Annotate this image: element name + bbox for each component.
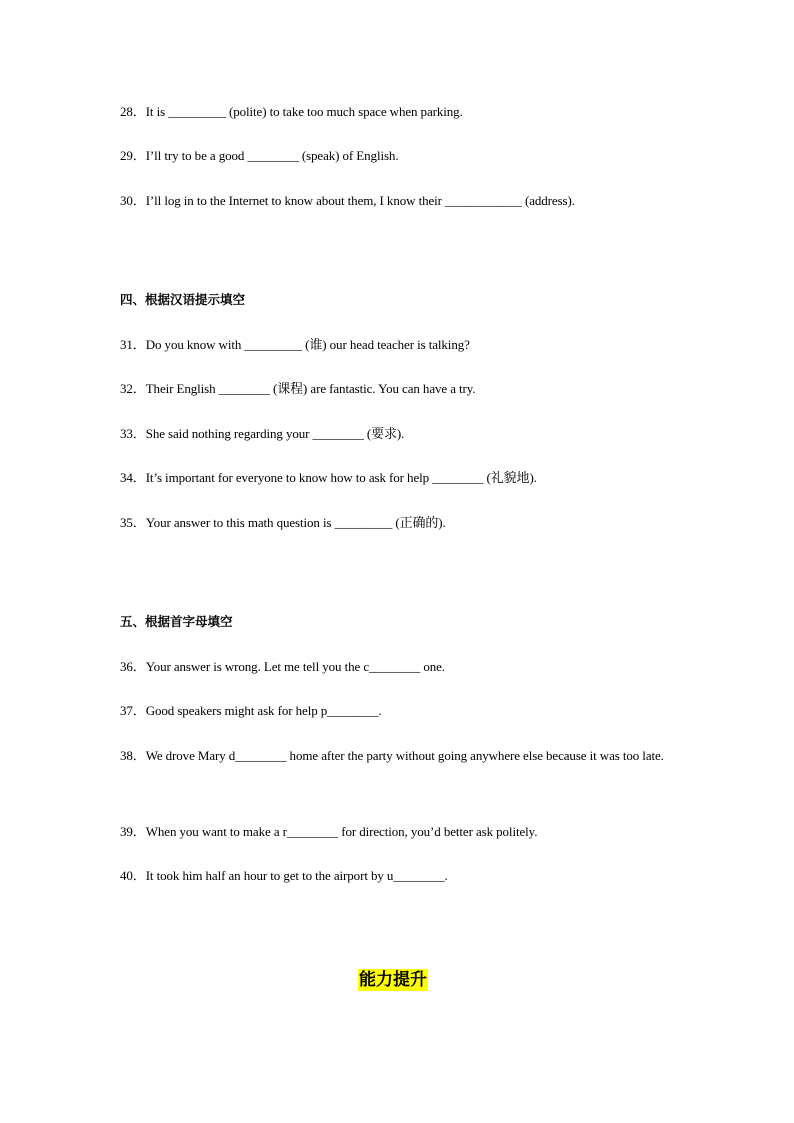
question-37: 37．Good speakers might ask for help p________. — [120, 703, 382, 718]
question-32: 32．Their English ________ (课程) are fantastic. You can have a try. — [120, 381, 476, 396]
ability-improvement-heading: 能力提升 — [359, 970, 427, 990]
question-35: 35．Your answer to this math question is _________ (正确的). — [120, 515, 446, 530]
question-33: 33．She said nothing regarding your ________ (要求). — [120, 426, 405, 441]
question-31: 31．Do you know with _________ (谁) our head teacher is talking? — [120, 337, 470, 352]
section-4-heading: 四、根据汉语提示填空 — [120, 292, 246, 307]
question-40: 40．It took him half an hour to get to the airport by u________. — [120, 868, 448, 883]
section-5-heading: 五、根据首字母填空 — [120, 614, 233, 629]
question-29: 29．I’ll try to be a good ________ (speak) of English. — [120, 148, 399, 163]
question-28: 28．It is _________ (polite) to take too much space when parking. — [120, 104, 463, 119]
question-39: 39．When you want to make a r________ for direction, you’d better ask politely. — [120, 824, 538, 839]
question-34: 34．It’s important for everyone to know how to ask for help ________ (礼貌地). — [120, 470, 537, 485]
question-30: 30．I’ll log in to the Internet to know about them, I know their ____________ (address). — [120, 193, 575, 208]
question-36: 36．Your answer is wrong. Let me tell you the c________ one. — [120, 659, 445, 674]
question-38: 38．We drove Mary d________ home after the party without going anywhere else because it was too late. — [120, 748, 664, 763]
